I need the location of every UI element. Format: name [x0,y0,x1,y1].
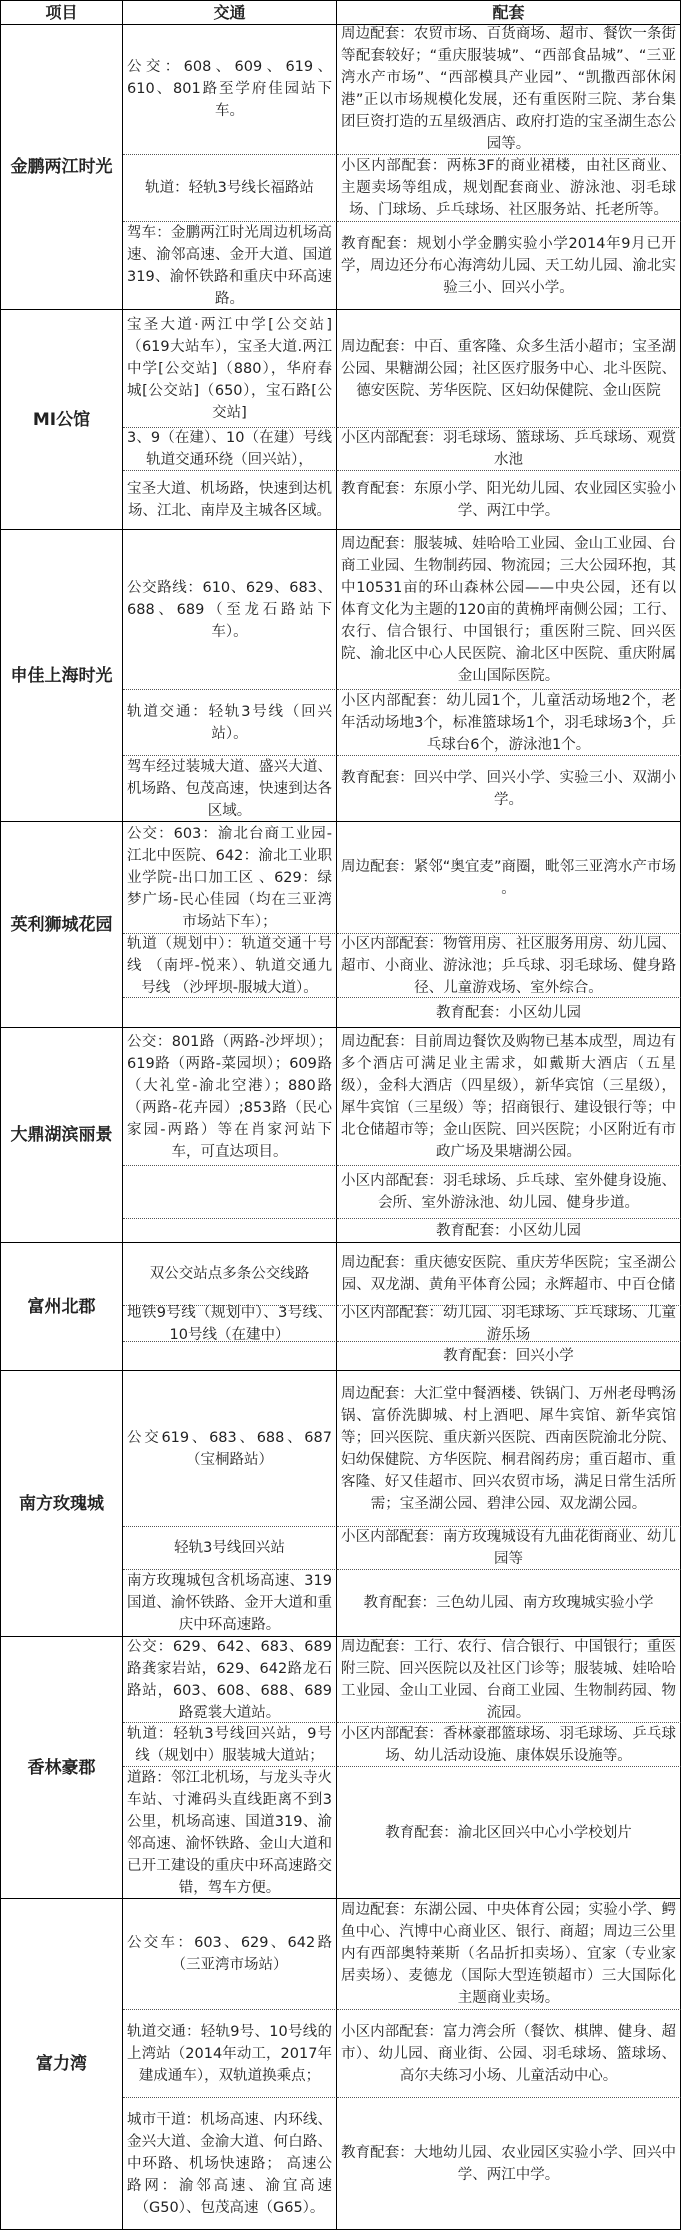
project-name [0,822,123,1028]
facilities-cell-text: 周边配套：服装城、娃哈哈工业园、金山工业园、台商工业园、生物制药园、物流园；三大公园环抱，其中10531亩的环山森林公园——中央公园，还有以体育文化为主题的120亩的黄桷坪南侧公园；工行、农行、信合银行、中国银行；重医附三院、回兴医院、渝北区中心人民医院、渝北区中医院、重庆附属金山国际医院。 [341,535,676,684]
transport-cell-text: 城市干道：机场高速、内环线、金兴大道、金渝大道、何白路、中环路、机场快速路； 高速公路网：渝邻高速、渝宜高速（G50）、包茂高速（G65）。 [127,2111,332,2216]
transport-cell [123,934,337,998]
project-name-text: 香林豪郡 [27,1757,96,1778]
facilities-cell-text: 小区内部配套：幼儿园1个，儿童活动场地2个，老年活动场地3个，标准篮球场1个，羽毛球场3个，乒乓球台6个，游泳池1个。 [341,692,676,753]
project-name [0,24,123,310]
transport-cell [123,428,337,471]
facilities-cell-text: 教育配套：东原小学、阳光幼儿园、农业园区实验小学、两江中学。 [341,481,676,519]
facilities-cell [337,530,681,690]
transport-cell-text: 3、9（在建）、10（在建）号线轨道交通环绕（回兴站）， [127,430,332,468]
header-project [0,0,123,25]
transport-cell-text: 轻轨3号线回兴站 [174,1540,285,1556]
transport-cell [123,998,337,1028]
facilities-cell [337,1527,681,1570]
transport-cell-text: 宝圣大道·两江中学[公交站]（619大站车），宝圣大道.两江中学[公交站]（880），华府春城[公交站]（650），宝石路[公交站] [127,316,332,421]
facilities-cell-text: 教育配套：回兴小学 [443,1348,574,1364]
header-project-text: 项目 [45,2,78,22]
facilities-cell-text: 周边配套：东湖公园、中央体育公园；实验小学、鳄鱼中心、汽博中心商业区、银行、商超；周边三公里内有西部奥特莱斯（名品折扣卖场）、宜家（专业家居卖场）、麦德龙（国际大型连锁超市）三大国际化主题商业卖场。 [341,1902,676,2006]
project-name-text: 大鼎湖滨丽景 [10,1125,113,1145]
facilities-cell-text: 教育配套：回兴中学、回兴小学、实验三小、双湖小学。 [341,769,676,808]
facilities-cell [337,1637,681,1723]
facilities-cell [337,822,681,934]
project-name-text: 富州北郡 [27,1296,96,1317]
project-name-text: 金鹏两江时光 [10,156,113,177]
facilities-cell-text: 教育配套：大地幼儿园、农业园区实验小学、回兴中学、两江中学。 [341,2144,676,2183]
facilities-cell [337,1219,681,1243]
facilities-cell [337,1899,681,2010]
transport-cell [123,310,337,428]
facilities-cell-text: 教育配套：渝北区回兴中心小学校划片 [385,1824,632,1841]
project-name [0,1028,123,1243]
project-name [0,1371,123,1637]
facilities-cell-text: 教育配套：三色幼儿园、南方玫瑰城实验小学 [363,1595,654,1611]
facilities-cell [337,690,681,756]
header-facilities-text: 配套 [492,2,525,22]
transport-cell-text: 轨道（规划中）：轨道交通十号线 （南坪-悦来）、轨道交通九号线 （沙坪坝-服城大道）。 [127,935,332,996]
transport-cell [123,822,337,934]
facilities-cell-text: 小区内部配套：南方玫瑰城设有九曲花街商业、幼儿园等 [341,1529,676,1567]
facilities-cell-text: 小区内部配套：幼儿园、羽毛球场、乒乓球场、儿童游乐场 [341,1304,676,1343]
transport-cell [123,530,337,690]
facilities-cell [337,934,681,998]
facilities-cell [337,1243,681,1306]
transport-cell [123,756,337,822]
transport-cell [123,1570,337,1637]
transport-cell-text: 公交：603：渝北台商工业园-江北中医院、642：渝北工业职业学院-出口加工区 、629：绿梦广场-民心佳园（均在三亚湾市场站下车）； [127,825,332,930]
facilities-cell-text: 教育配套：小区幼儿园 [436,1222,581,1239]
project-name-text: MI公馆 [32,409,91,430]
transport-cell-text: 地铁9号线（规划中）、3号线、10号线（在建中） [127,1304,332,1343]
facilities-cell [337,2098,681,2230]
transport-cell [123,2098,337,2230]
facilities-cell [337,1166,681,1219]
transport-cell [123,1342,337,1371]
transport-cell-text: 轨道：轻轨3号线长福路站 [145,180,314,196]
facilities-cell-text: 周边配套：中百、重客隆、众多生活小超市；宝圣湖公园、果糖湖公园；社区医疗服务中心、北斗医院、德安医院、芳华医院、区妇幼保健院、金山医院 [341,338,676,399]
facilities-cell-text: 教育配套：规划小学金鹏实验小学2014年9月已开学，周边还分布心海湾幼儿园、天工幼儿园、渝北实验三小、回兴小学。 [341,235,676,296]
facilities-cell-text: 小区内部配套：香林豪郡篮球场、羽毛球场、乒乓球场、幼儿活动设施、康体娱乐设施等。 [341,1725,676,1764]
project-name [0,1243,123,1371]
transport-cell [123,1637,337,1723]
facilities-cell [337,1342,681,1371]
transport-cell-text: 公交：629、642、683、689路龚家岩站，629、642路龙石路站，603、608、688、689路霓裳大道站。 [127,1638,332,1721]
project-name-text: 富力湾 [36,2054,87,2074]
facilities-cell [337,1723,681,1767]
transport-cell [123,1028,337,1166]
transport-cell [123,471,337,530]
transport-cell-text: 驾车：金鹏两江时光周边机场高速、渝邻高速、金开大道、国道319、渝怀铁路和重庆中环高速路。 [127,224,332,307]
transport-cell [123,155,337,222]
transport-cell [123,1767,337,1899]
facilities-cell-text: 小区内部配套：物管用房、社区服务用房、幼儿园、超市、小商业、游泳池；乒乓球、羽毛球场、健身路径、儿童游戏场、室外综合。 [341,935,676,996]
transport-cell-text: 轨道：轻轨3号线回兴站，9号线（规划中）服装城大道站； [127,1725,332,1764]
facilities-cell-text: 小区内部配套：富力湾会所（餐饮、棋牌、健身、超市）、幼儿园、商业街、公园、羽毛球场、篮球场、高尔夫练习小场、儿童活动中心。 [341,2023,676,2084]
transport-cell [123,690,337,756]
transport-cell-text: 公交：801路（两路-沙坪坝）；619路（两路-菜园坝）；609路（大礼堂-渝北空港）；880路（两路-花卉园）;853路（民心家园-两路）等在肖家河站下车，可直达项目。 [127,1033,332,1160]
header-transport-text: 交通 [213,2,246,22]
project-name [0,1899,123,2230]
transport-cell [123,1899,337,2010]
transport-cell [123,1219,337,1243]
project-name [0,530,123,822]
facilities-cell [337,222,681,310]
facilities-cell-text: 小区内部配套：两栋3F的商业裙楼，由社区商业、主题卖场等组成，规划配套商业、游泳池、羽毛球场、门球场、乒乓球场、社区服务站、托老所等。 [341,158,676,218]
project-name-text: 南方玫瑰城 [19,1493,104,1514]
transport-cell-text: 轨道交通：轻轨9号、10号线的上湾站（2014年动工，2017年建成通车），双轨道换乘点； [127,2023,332,2084]
facilities-cell-text: 周边配套：目前周边餐饮及购物已基本成型，周边有多个酒店可满足业主需求，如戴斯大酒店（五星级），金科大酒店（四星级），新华宾馆（三星级），犀牛宾馆（三星级）等；招商银行、建设银行等；中北仓储超市等；金山医院、回兴医院；小区附近有市政广场及果塘湖公园。 [341,1033,676,1160]
facilities-cell-text: 周边配套：农贸市场、百货商场、超市、餐饮一条街等配套较好；“重庆服装城”、“西部食品城”、“三亚湾水产市场”、“西部模具产业园”、“凯撒西部休闲港”正以市场规模化发展，还有重医附三院、茅台集团巨资打造的五星级酒店、政府打造的宝圣湖生态公园等。 [341,26,676,152]
facilities-cell-text: 小区内部配套：羽毛球场、乒乓球、室外健身设施、会所、室外游泳池、幼儿园、健身步道。 [341,1173,676,1211]
transport-cell-text: 宝圣大道、机场路，快速到达机场、江北、南岸及主城各区域。 [127,481,332,519]
transport-cell-text: 公交车：603、629、642路（三亚湾市场站） [127,1935,332,1973]
transport-cell [123,222,337,310]
facilities-cell-text: 周边配套：紧邻“奥宜麦”商圈，毗邻三亚湾水产市场 。 [341,858,676,897]
facilities-cell [337,310,681,428]
transport-cell-text: 道路：邻江北机场，与龙头寺火车站、寸滩码头直线距离不到3公里，机场高速、国道319、渝邻高速、渝怀铁路、金山大道和已开工建设的重庆中环高速路交错，驾车方便。 [127,1769,332,1896]
facilities-cell-text: 周边配套：大汇堂中餐酒楼、铁锅门、万州老母鸭汤锅、富侨洗脚城、村上酒吧、犀牛宾馆、新华宾馆等；回兴医院、重庆新兴医院、西南医院渝北分院、妇幼保健院、方华医院、桐君阁药房；重百超市、重客隆、好又佳超市、回兴农贸市场，满足日常生活所需；宝圣湖公园、碧津公园、双龙湖公园。 [341,1385,676,1512]
transport-cell [123,24,337,155]
transport-cell [123,1527,337,1570]
facilities-cell [337,471,681,530]
transport-cell-text: 公交：608、609、619、610、801路至学府佳园站下车。 [127,59,332,119]
facilities-cell [337,24,681,155]
facilities-cell-text: 小区内部配套：羽毛球场、篮球场、乒乓球场、观赏水池 [341,430,676,468]
transport-cell-text: 公交619、683、688、687（宝桐路站） [127,1429,332,1468]
facilities-cell-text: 周边配套：工行、农行、信合银行、中国银行；重医附三院、回兴医院以及社区门诊等；服装城、娃哈哈工业园、金山工业园、台商工业园、生物制药园、物流园。 [341,1638,676,1721]
transport-cell [123,2010,337,2098]
header-facilities [337,0,681,25]
transport-cell [123,1166,337,1219]
transport-cell [123,1371,337,1527]
transport-cell-text: 南方玫瑰城包含机场高速、319国道、渝怀铁路、金开大道和重庆中环高速路。 [127,1573,332,1633]
facilities-cell-text: 教育配套：小区幼儿园 [436,1004,581,1021]
facilities-cell [337,2010,681,2098]
facilities-cell [337,1371,681,1527]
project-name-text: 英利狮城花园 [10,914,113,935]
project-name-text: 申佳上海时光 [10,665,113,686]
facilities-cell [337,1570,681,1637]
facilities-cell [337,998,681,1028]
transport-cell [123,1723,337,1767]
transport-cell-text: 双公交站点多条公交线路 [149,1266,310,1282]
transport-cell-text: 公交路线：610、629、683、688、689（至龙石路站下车）。 [127,579,332,640]
transport-cell [123,1243,337,1306]
transport-cell [123,1306,337,1342]
transport-cell-text: 驾车经过装城大道、盛兴大道、机场路、包茂高速，快速到达各区域。 [127,758,332,819]
project-name [0,1637,123,1899]
project-name [0,310,123,530]
facilities-cell [337,428,681,471]
facilities-cell [337,756,681,822]
facilities-cell [337,1028,681,1166]
facilities-cell [337,1306,681,1342]
facilities-cell-text: 周边配套：重庆德安医院、重庆芳华医院；宝圣湖公园、双龙湖、黄角平体育公园；永辉超市、中百仓储 [341,1255,676,1293]
facilities-cell [337,1767,681,1899]
transport-cell-text: 轨道交通：轻轨3号线（回兴站）。 [127,703,332,742]
facilities-cell [337,155,681,222]
header-transport [123,0,337,25]
